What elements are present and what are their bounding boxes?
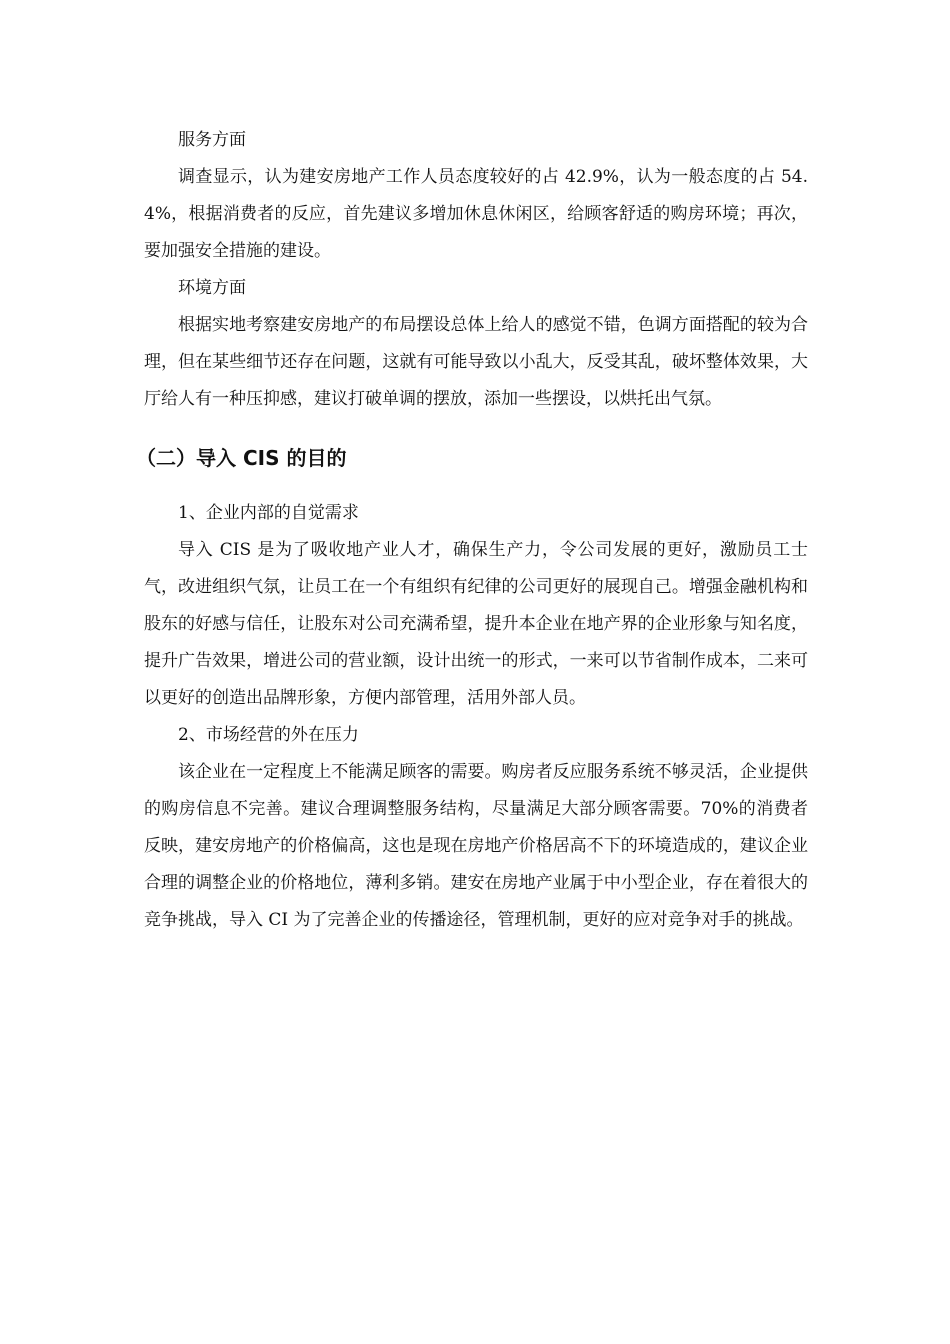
document-page (136, 122, 808, 939)
service-paragraph: 调查显示，认为建安房地产工作人员态度较好的占 42.9%，认为一般态度的占 54.4%，根据消费者的反应，首先建议多增加休息休闲区，给顾客舒适的购房环境；再次，要加强安全措施的建设。 (144, 167, 808, 261)
environment-paragraph: 根据实地考察建安房地产的布局摆设总体上给人的感觉不错，色调方面搭配的较为合理，但在某些细节还存在问题，这就有可能导致以小乱大，反受其乱，破坏整体效果，大厅给人有一种压抑感，建议打破单调的摆放，添加一些摆设，以烘托出气氛。 (144, 315, 808, 409)
item2-heading: 2、市场经营的外在压力 (178, 725, 359, 745)
item2-paragraph: 该企业在一定程度上不能满足顾客的需要。购房者反应服务系统不够灵活，企业提供的购房信息不完善。建议合理调整服务结构，尽量满足大部分顾客需要。70%的消费者反映，建安房地产的价格偏高，这也是现在房地产价格居高不下的环境造成的，建议企业合理的调整企业的价格地位，薄利多销。建安在房地产业属于中小型企业，存在着很大的竞争挑战，导入 CI 为了完善企业的传播途径，管理机制，更好的应对竞争对手的挑战。 (144, 762, 808, 930)
item1-heading: 1、企业内部的自觉需求 (178, 503, 359, 523)
item1-paragraph: 导入 CIS 是为了吸收地产业人才，确保生产力，令公司发展的更好，激励员工士气，改进组织气氛，让员工在一个有组织有纪律的公司更好的展现自己。增强金融机构和股东的好感与信任，让股东对公司充满希望，提升本企业在地产界的企业形象与知名度，提升广告效果，增进公司的营业额，设计出统一的形式，一来可以节省制作成本，二来可以更好的创造出品牌形象，方便内部管理，活用外部人员。 (144, 540, 808, 708)
service-heading: 服务方面 (178, 130, 246, 150)
environment-heading: 环境方面 (178, 278, 246, 298)
section-heading-cis-purpose: （二）导入 CIS 的目的 (136, 446, 347, 470)
